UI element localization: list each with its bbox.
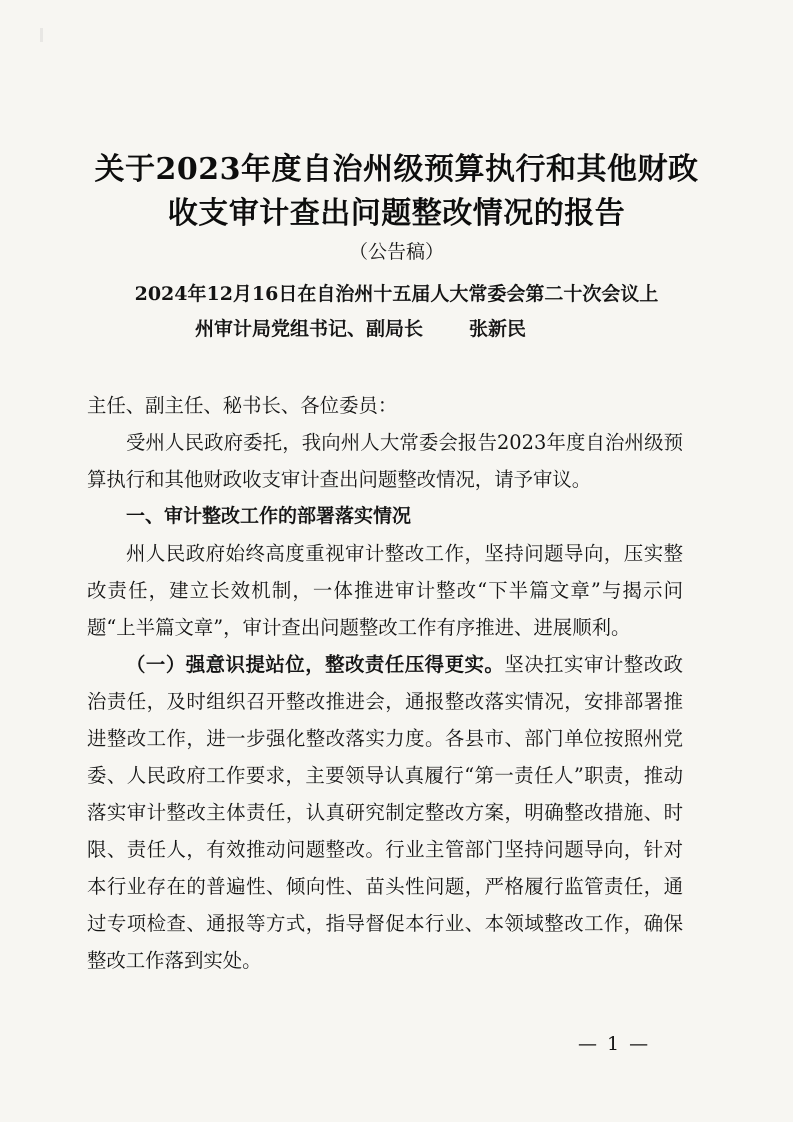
paragraph-overview: 州人民政府始终高度重视审计整改工作，坚持问题导向，压实整改责任，建立长效机制，一体推进审计整改“下半篇文章”与揭示问题“上半篇文章”，审计查出问题整改工作有序推进、进展顺利。 [87,542,683,639]
title-line-2: 收支审计查出问题整改情况的报告 [167,196,626,231]
scan-smudge-top [40,28,43,42]
title-line-1: 关于2023年度自治州级预算执行和其他财政 [94,152,699,187]
document-body [87,387,683,979]
paragraph-intro: 受州人民政府委托，我向州人大常委会报告2023年度自治州级预算执行和其他财政收支审计查出问题整改情况，请予审议。 [87,431,683,491]
speaker-role: 州审计局党组书记、副局长 [195,318,424,340]
meeting-info: 2024年12月16日在自治州十五届人大常委会第二十次会议上 [134,283,659,305]
page-number: — 1 — [578,1033,651,1055]
salutation: 主任、副主任、秘书长、各位委员： [87,394,398,417]
paragraph-responsibility [87,646,683,979]
paragraph-lead: （一）强意识提站位，整改责任压得更实。 [126,653,505,676]
paragraph-body: 坚决扛实审计整改政治责任，及时组织召开整改推进会，通报整改落实情况，安排部署推进整改工作，进一步强化整改落实力度。各县市、部门单位按照州党委、人民政府工作要求，主要领导认真履行“第一责任人”职责，推动落实审计整改主体责任，认真研究制定整改方案，明确整改措施、时限、责任人，有效推动问题整改。行业主管部门坚持问题导向，针对本行业存在的普遍性、倾向性、苗头性问题，严格履行监管责任，通过专项检查、通报等方式，指导督促本行业、本领域整改工作，确保整改工作落到实处。 [87,653,684,972]
speaker-name: 张新民 [469,318,527,340]
speaker-info [195,316,526,342]
section-heading-1: 一、审计整改工作的部署落实情况 [126,505,412,527]
document-subtitle: （公告稿） [348,241,444,263]
document-title [0,148,793,236]
